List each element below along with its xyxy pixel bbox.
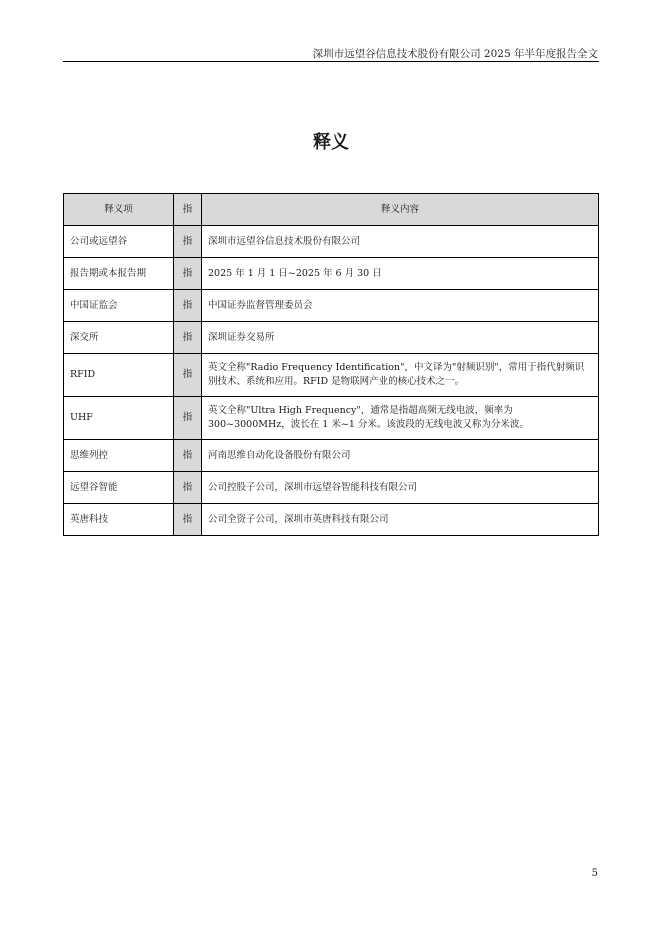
term-cell: 深交所 (64, 322, 174, 354)
definition-cell: 英文全称"Ultra High Frequency"，通常是指超高频无线电波，频率为 300~3000MHz，波长在 1 米~1 分米。该波段的无线电波又称为分米波。 (202, 397, 599, 440)
ref-cell: 指 (174, 322, 202, 354)
term-cell: RFID (64, 354, 174, 397)
ref-cell: 指 (174, 354, 202, 397)
header-ref: 指 (174, 194, 202, 226)
term-cell: 思维列控 (64, 440, 174, 472)
definition-cell: 深圳市远望谷信息技术股份有限公司 (202, 226, 599, 258)
definitions-table (63, 193, 599, 536)
report-header: 深圳市远望谷信息技术股份有限公司 2025 年半年度报告全文 (312, 48, 598, 60)
header-divider (63, 61, 599, 62)
table-row (64, 226, 599, 258)
table-row (64, 397, 599, 440)
section-title: 释义 (313, 132, 349, 153)
table-row (64, 290, 599, 322)
definition-cell: 公司控股子公司，深圳市远望谷智能科技有限公司 (202, 472, 599, 504)
definition-cell: 中国证券监督管理委员会 (202, 290, 599, 322)
table-header-row (64, 194, 599, 226)
definition-cell: 公司全资子公司，深圳市英唐科技有限公司 (202, 504, 599, 536)
page-number: 5 (591, 868, 598, 879)
term-cell: 中国证监会 (64, 290, 174, 322)
header-definition: 释义内容 (202, 194, 599, 226)
table-row (64, 504, 599, 536)
table-row (64, 354, 599, 397)
table-row (64, 258, 599, 290)
ref-cell: 指 (174, 226, 202, 258)
ref-cell: 指 (174, 258, 202, 290)
ref-cell: 指 (174, 290, 202, 322)
ref-cell: 指 (174, 472, 202, 504)
term-cell: 公司或远望谷 (64, 226, 174, 258)
ref-cell: 指 (174, 397, 202, 440)
ref-cell: 指 (174, 504, 202, 536)
term-cell: 报告期或本报告期 (64, 258, 174, 290)
ref-cell: 指 (174, 440, 202, 472)
definition-cell: 英文全称"Radio Frequency Identification"，中文译为"射频识别"，常用于指代射频识别技术、系统和应用。RFID 是物联网产业的核心技术之一。 (202, 354, 599, 397)
header-term: 释义项 (64, 194, 174, 226)
term-cell: 英唐科技 (64, 504, 174, 536)
definition-cell: 2025 年 1 月 1 日~2025 年 6 月 30 日 (202, 258, 599, 290)
term-cell: 远望谷智能 (64, 472, 174, 504)
table-row (64, 440, 599, 472)
table-row (64, 472, 599, 504)
term-cell: UHF (64, 397, 174, 440)
table-row (64, 322, 599, 354)
definition-cell: 深圳证券交易所 (202, 322, 599, 354)
definition-cell: 河南思维自动化设备股份有限公司 (202, 440, 599, 472)
